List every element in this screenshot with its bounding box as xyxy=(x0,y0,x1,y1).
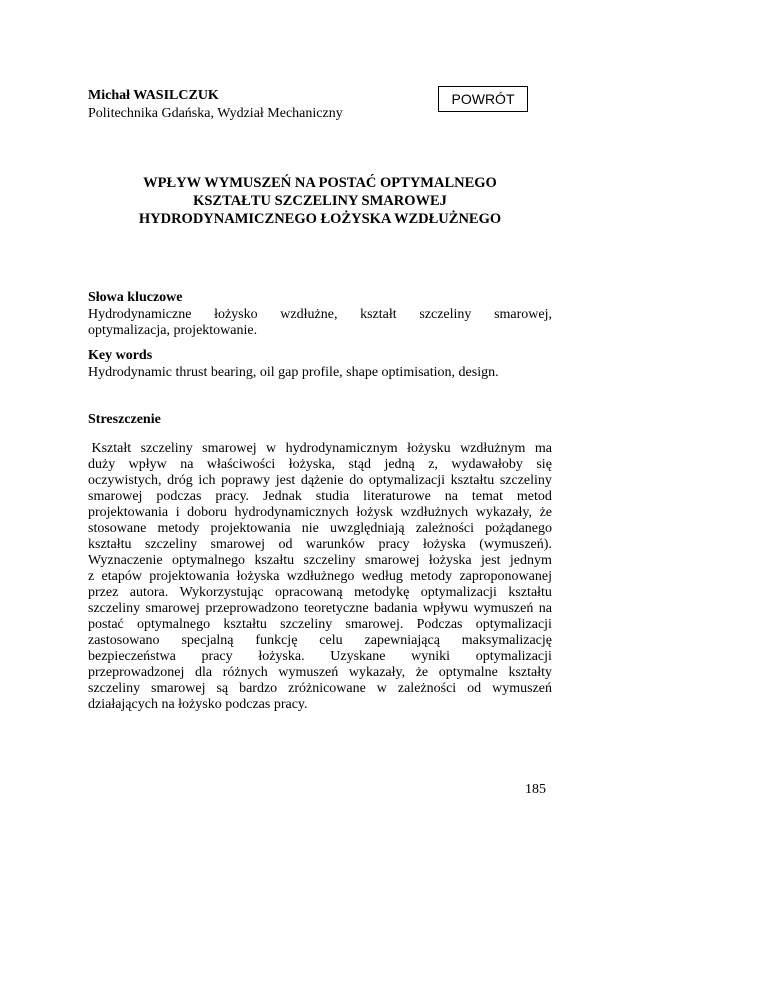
abstract-word: zapewniającą xyxy=(364,633,440,648)
abstract-word: wykazały, xyxy=(475,505,532,520)
abstract-word: kształty xyxy=(508,665,552,680)
abstract-word: od xyxy=(467,681,482,696)
back-button[interactable]: POWRÓT xyxy=(438,86,528,112)
abstract-word: pracy xyxy=(378,537,410,552)
abstract-word: temat xyxy=(471,489,503,504)
abstract-word: Podczas xyxy=(416,617,463,632)
abstract-word: szczeliny xyxy=(145,537,198,552)
abstract-word: szczeliny xyxy=(499,473,552,488)
keyword-word: łożysko xyxy=(214,307,258,322)
abstract-word: wykazały, xyxy=(348,665,406,680)
abstract-line xyxy=(88,489,552,505)
keyword-word: smarowej, xyxy=(494,307,552,322)
abstract-word: przez xyxy=(88,585,119,600)
abstract-word: że xyxy=(539,505,552,520)
abstract-heading: Streszczenie xyxy=(88,412,161,427)
abstract-word: do xyxy=(349,473,364,488)
abstract-word: projektowania xyxy=(210,521,291,536)
abstract-word: na xyxy=(538,601,552,616)
abstract-word: ma xyxy=(534,441,552,456)
abstract-word: stosowane xyxy=(88,521,147,536)
abstract-word: kształtu xyxy=(88,537,132,552)
abstract-word: autora. xyxy=(129,585,169,600)
abstract-word: poprawy xyxy=(221,473,271,488)
abstract-word: specjalną xyxy=(181,633,234,648)
abstract-word: uwzględniają xyxy=(329,521,405,536)
abstract-word: szczeliny xyxy=(88,601,141,616)
title-line: HYDRODYNAMICZNEGO ŁOŻYSKA WZDŁUŻNEGO xyxy=(138,211,502,227)
abstract-word: wzdłużnych xyxy=(400,505,469,520)
keywords-pl-line xyxy=(88,307,552,323)
abstract-line xyxy=(88,441,552,457)
abstract-word: z xyxy=(88,569,95,584)
abstract-word: doboru xyxy=(187,505,227,520)
abstract-line xyxy=(88,649,552,665)
abstract-word: łożyska, xyxy=(288,457,336,472)
abstract-line xyxy=(88,601,552,617)
abstract-word: są xyxy=(216,681,229,696)
abstract-word: łożysk xyxy=(356,505,393,520)
abstract-word: z, xyxy=(428,457,438,472)
abstract-word: dla xyxy=(195,665,213,680)
abstract-word: metody xyxy=(157,521,200,536)
abstract-word: łożyska. xyxy=(258,649,305,664)
abstract-word: kształtu xyxy=(450,473,495,488)
abstract-line xyxy=(88,553,552,569)
abstract-word: wpływ xyxy=(128,457,167,472)
abstract-word: projektowania xyxy=(88,505,169,520)
abstract-word: kształtu xyxy=(508,585,552,600)
abstract-word: na xyxy=(444,489,458,504)
page-number: 185 xyxy=(525,782,546,797)
keyword-word: kształt xyxy=(360,307,397,322)
abstract-word: przeprowadzonej xyxy=(88,665,185,680)
abstract-word: wzdłużnego xyxy=(286,569,355,584)
abstract-word: zróżnicowane xyxy=(288,681,366,696)
abstract-line xyxy=(88,617,552,633)
abstract-word: od xyxy=(278,537,293,552)
abstract-word: podczas xyxy=(156,489,202,504)
abstract-word: optymalizacji xyxy=(368,473,446,488)
abstract-line xyxy=(88,697,552,713)
abstract-word: wpływu xyxy=(422,601,469,616)
abstract-word: studia xyxy=(315,489,350,504)
abstract-word: metod xyxy=(516,489,552,504)
abstract-word: smarowej xyxy=(365,553,420,568)
abstract-word: smarowej. xyxy=(345,617,404,632)
abstract-word: optymalnego xyxy=(137,617,211,632)
abstract-word: Uzyskane xyxy=(330,649,386,664)
abstract-word: na xyxy=(161,697,175,712)
abstract-word: łożyska xyxy=(423,537,466,552)
abstract-word: wydawałoby xyxy=(451,457,523,472)
abstract-line xyxy=(88,473,552,489)
abstract-word: celu xyxy=(319,633,343,648)
abstract-line xyxy=(88,537,552,553)
abstract-word: szczeliny xyxy=(88,681,141,696)
abstract-word: oczywistych, xyxy=(88,473,162,488)
abstract-word: jest xyxy=(481,553,501,568)
abstract-word: optymalizacji xyxy=(475,617,552,632)
abstract-word: przeprowadzono xyxy=(205,601,299,616)
abstract-word: ich xyxy=(198,473,216,488)
abstract-word: postać xyxy=(88,617,124,632)
author-affiliation: Politechnika Gdańska, Wydział Mechaniczny xyxy=(88,106,343,121)
abstract-word: hydrodynamicznych xyxy=(234,505,349,520)
author-name: Michał WASILCZUK xyxy=(88,88,219,103)
abstract-word: wzdłużnym xyxy=(460,441,526,456)
abstract-word: wymuszeń xyxy=(492,681,552,696)
abstract-word: działających xyxy=(88,697,158,712)
abstract-word: łożyska xyxy=(236,569,280,584)
abstract-word: w xyxy=(376,681,387,696)
keywords-pl-text xyxy=(88,307,552,339)
paper-title xyxy=(88,174,552,228)
abstract-word: smarowej xyxy=(202,441,257,456)
abstract-word: teoretyczne xyxy=(304,601,369,616)
abstract-word: metodykę xyxy=(354,585,410,600)
abstract-body xyxy=(88,441,552,713)
abstract-word: smarowej xyxy=(88,489,143,504)
abstract-word: zastosowano xyxy=(88,633,160,648)
abstract-word: smarowej xyxy=(210,537,265,552)
abstract-word: jednym xyxy=(509,553,552,568)
abstract-word: kszałtu xyxy=(254,553,295,568)
abstract-word: funkcję xyxy=(255,633,298,648)
abstract-word: smarowej xyxy=(151,681,206,696)
abstract-word: optymalnego xyxy=(171,553,246,568)
abstract-word: dążenie xyxy=(300,473,344,488)
abstract-word: właściwości xyxy=(206,457,276,472)
abstract-word: wymuszeń xyxy=(278,665,339,680)
abstract-word: optymalne xyxy=(438,665,498,680)
abstract-word: duży xyxy=(88,457,116,472)
abstract-word: szczeliny xyxy=(280,617,333,632)
abstract-word: Wykorzystując xyxy=(179,585,264,600)
abstract-word: się xyxy=(536,457,552,472)
abstract-word: pracy. xyxy=(215,489,250,504)
abstract-word: zależności xyxy=(397,681,457,696)
abstract-word: metody xyxy=(410,569,453,584)
abstract-word: bezpieczeństwa xyxy=(88,649,176,664)
abstract-line xyxy=(88,665,552,681)
title-line: KSZTAŁTU SZCZELINY SMAROWEJ xyxy=(193,193,447,209)
abstract-word: w xyxy=(266,441,277,456)
abstract-line xyxy=(88,633,552,649)
abstract-word: jest xyxy=(275,473,296,488)
abstract-word: optymalizacji xyxy=(475,649,552,664)
abstract-word: pracy. xyxy=(273,697,308,712)
abstract-word: hydrodynamicznym xyxy=(285,441,398,456)
abstract-word: i xyxy=(175,505,180,520)
abstract-word: jedną xyxy=(384,457,415,472)
abstract-word: na xyxy=(180,457,194,472)
abstract-word: zależności xyxy=(415,521,475,536)
abstract-line xyxy=(88,681,552,697)
abstract-word: Wyznaczenie xyxy=(88,553,163,568)
abstract-word: maksymalizację xyxy=(461,633,552,648)
keyword-word: wzdłużne, xyxy=(280,307,338,322)
abstract-word: wymuszeń xyxy=(473,601,534,616)
abstract-line xyxy=(88,585,552,601)
abstract-word: Kształt xyxy=(88,441,132,456)
abstract-word: optymalizacji xyxy=(420,585,497,600)
abstract-word: szczeliny xyxy=(303,553,356,568)
abstract-word: różnych xyxy=(222,665,268,680)
abstract-word: stąd xyxy=(348,457,372,472)
abstract-word: smarowej xyxy=(145,601,200,616)
abstract-word: łożyska xyxy=(428,553,472,568)
abstract-word: projektowania xyxy=(149,569,230,584)
abstract-word: bardzo xyxy=(239,681,278,696)
abstract-word: łożysku xyxy=(407,441,451,456)
keyword-word: Hydrodynamiczne xyxy=(88,307,192,322)
keywords-en-heading: Key words xyxy=(88,348,153,363)
abstract-word: pożądanego xyxy=(485,521,552,536)
keyword-word: szczeliny xyxy=(419,307,472,322)
abstract-word: według xyxy=(361,569,403,584)
abstract-word: literaturowe xyxy=(363,489,431,504)
abstract-word: że xyxy=(415,665,429,680)
abstract-word: (wymuszeń). xyxy=(479,537,552,552)
abstract-word: podczas xyxy=(225,697,271,712)
abstract-line xyxy=(88,505,552,521)
abstract-line xyxy=(88,569,552,585)
abstract-word: zaproponowanej xyxy=(459,569,552,584)
abstract-word: pracy xyxy=(201,649,233,664)
abstract-word: szczeliny xyxy=(140,441,193,456)
abstract-word: badania xyxy=(373,601,418,616)
abstract-word: nie xyxy=(301,521,319,536)
abstract-word: wyniki xyxy=(411,649,451,664)
abstract-word: etapów xyxy=(101,569,142,584)
abstract-word: warunków xyxy=(305,537,365,552)
abstract-word: kształtu xyxy=(223,617,267,632)
keywords-pl-heading: Słowa kluczowe xyxy=(88,290,183,305)
title-line: WPŁYW WYMUSZEŃ NA POSTAĆ OPTYMALNEGO xyxy=(143,175,497,191)
abstract-line xyxy=(88,521,552,537)
abstract-word: Jednak xyxy=(262,489,302,504)
keywords-en-text: Hydrodynamic thrust bearing, oil gap profile, shape optimisation, design. xyxy=(88,365,499,380)
abstract-line xyxy=(88,457,552,473)
abstract-word: dróg xyxy=(167,473,193,488)
keywords-pl-line: optymalizacja, projektowanie. xyxy=(88,323,258,338)
abstract-word: opracowaną xyxy=(275,585,343,600)
abstract-word: łożysko xyxy=(178,697,222,712)
